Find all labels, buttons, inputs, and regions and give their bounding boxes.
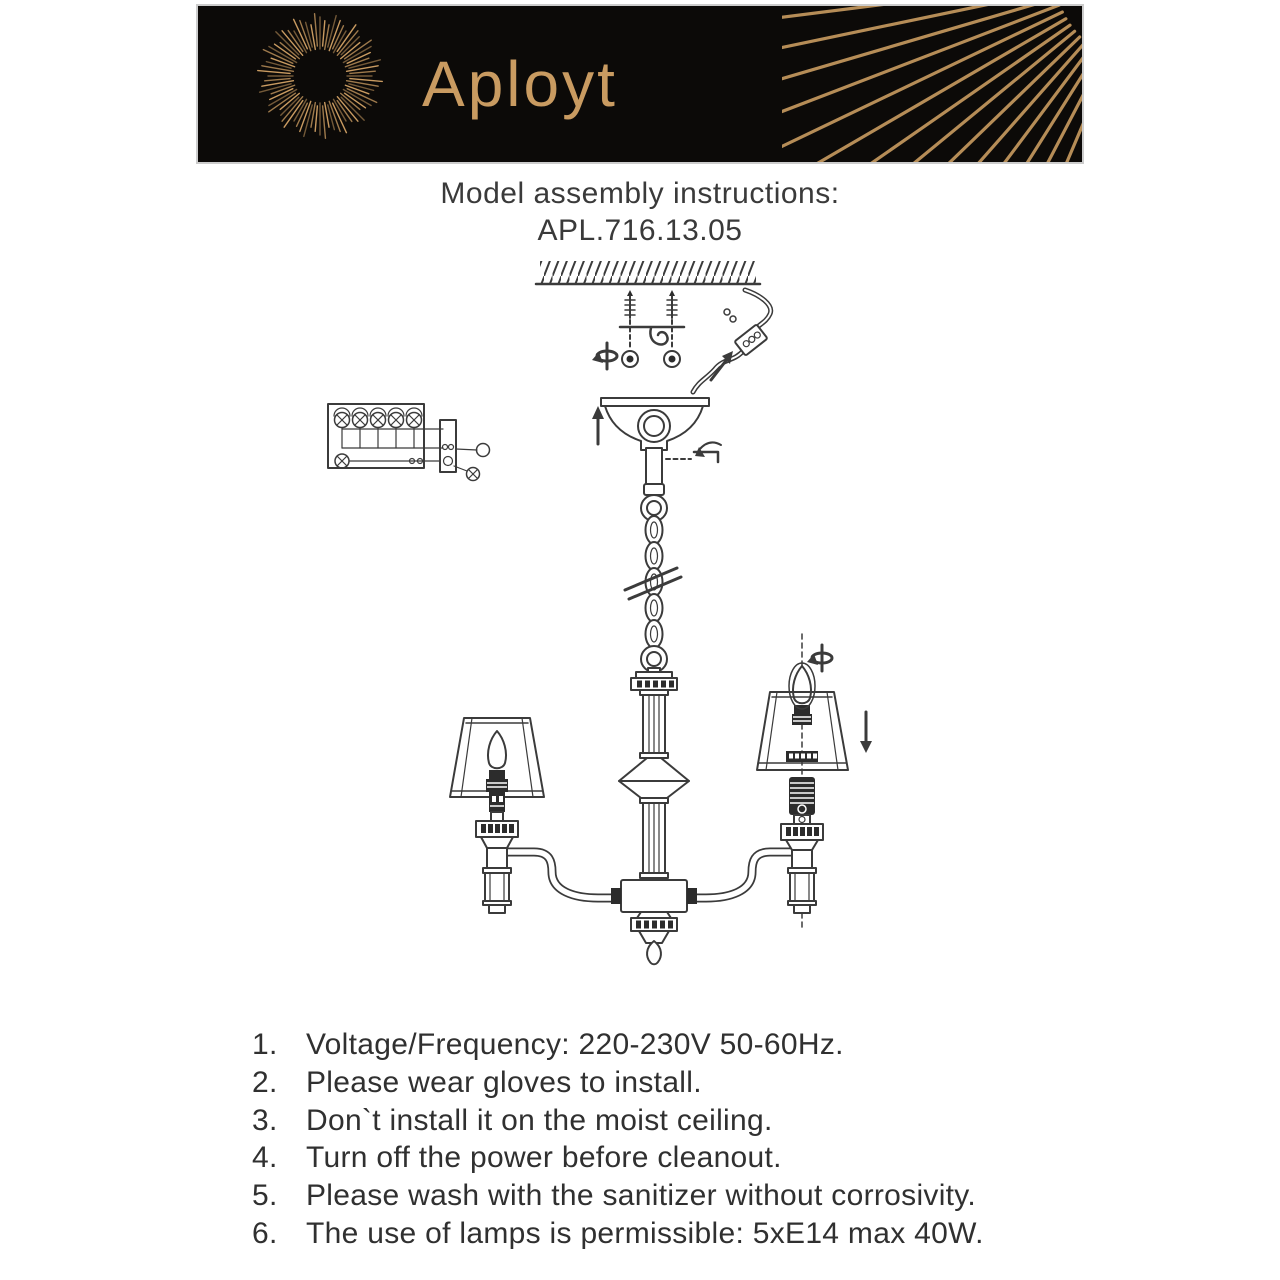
hanging-chain: [625, 484, 681, 672]
wire-connector: [734, 324, 767, 355]
instruction-item: [252, 1064, 984, 1102]
item-number: 2.: [252, 1065, 278, 1099]
item-text: The use of lamps is permissible: 5xE14 max 40W.: [306, 1216, 984, 1250]
item-number: 5.: [252, 1179, 278, 1213]
down-arrow: [860, 712, 872, 753]
item-number: 6.: [252, 1216, 278, 1250]
item-text: Turn off the power before cleanout.: [306, 1141, 782, 1175]
model-number: APL.716.13.05: [537, 214, 743, 247]
canopy: [592, 398, 721, 486]
instruction-list: [252, 1026, 984, 1253]
brand-name: Aployt: [422, 48, 618, 120]
lift-arrow: [592, 406, 604, 444]
instruction-item: [252, 1102, 984, 1140]
item-number: 3.: [252, 1103, 278, 1137]
wiring-schematic: [328, 404, 490, 481]
right-lamp-exploded: [757, 634, 872, 928]
instruction-item: [252, 1177, 984, 1215]
rotation-symbol: [807, 645, 832, 671]
page-title: Model assembly instructions:: [440, 177, 840, 210]
power-cable: [693, 290, 771, 392]
instruction-item: [252, 1215, 984, 1253]
instruction-item: [252, 1139, 984, 1177]
item-text: Please wash with the sanitizer without corrosivity.: [306, 1179, 977, 1213]
mounting-screws: [592, 290, 684, 369]
item-text: Please wear gloves to install.: [306, 1065, 702, 1099]
ceiling: [536, 261, 760, 284]
item-text: Don`t install it on the moist ceiling.: [306, 1103, 773, 1137]
item-number: 1.: [252, 1028, 278, 1061]
item-text: Voltage/Frequency: 220-230V 50-60Hz.: [306, 1028, 844, 1061]
center-column: [611, 668, 697, 964]
left-lamp-with-shade: [450, 718, 544, 913]
rotation-symbol: [592, 343, 617, 369]
instruction-item: [252, 1026, 984, 1064]
set-screw-symbol: [666, 442, 721, 462]
item-number: 4.: [252, 1141, 278, 1175]
